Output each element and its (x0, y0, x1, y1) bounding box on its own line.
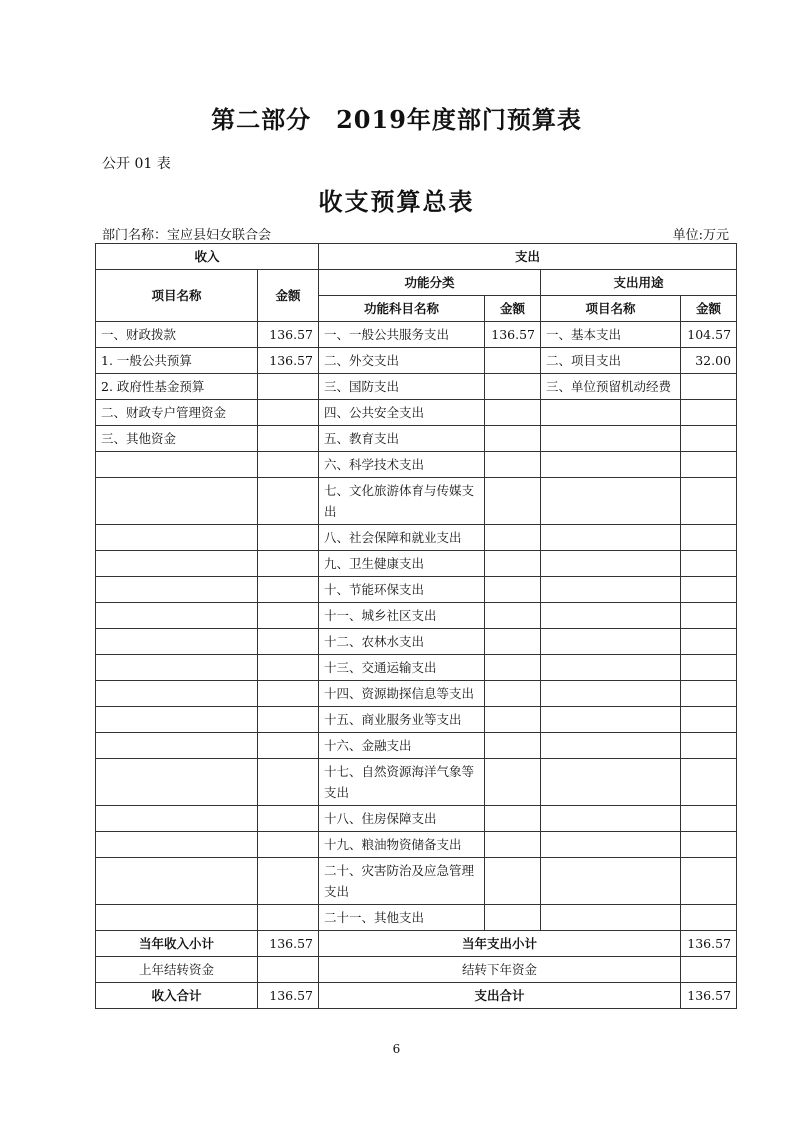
table-row (96, 806, 737, 832)
table-row (96, 322, 737, 348)
page-title: 第二部分 2019年度部门预算表 (211, 105, 582, 134)
income-item-name (96, 759, 258, 806)
table-row (96, 629, 737, 655)
income-amount (258, 733, 319, 759)
function-subject-name: 十六、金融支出 (319, 733, 485, 759)
income-amount (258, 806, 319, 832)
table-row (96, 832, 737, 858)
income-amount (258, 681, 319, 707)
table-row (96, 905, 737, 931)
function-subject-name: 二、外交支出 (319, 348, 485, 374)
function-amount (485, 733, 541, 759)
function-amount (485, 806, 541, 832)
income-total-label: 收入合计 (96, 983, 258, 1009)
function-class-header: 功能分类 (319, 270, 541, 296)
expense-total-label: 支出合计 (319, 983, 681, 1009)
income-amount (258, 400, 319, 426)
subtotal-row (96, 931, 737, 957)
use-amount (681, 478, 737, 525)
function-subject-name: 十八、住房保障支出 (319, 806, 485, 832)
income-amount (258, 426, 319, 452)
use-amount (681, 400, 737, 426)
income-amount (258, 759, 319, 806)
use-item-name (541, 681, 681, 707)
use-item-name (541, 577, 681, 603)
function-subject-name: 四、公共安全支出 (319, 400, 485, 426)
use-item-name (541, 603, 681, 629)
income-item-name (96, 478, 258, 525)
carryover-row (96, 957, 737, 983)
income-amount (258, 374, 319, 400)
total-row (96, 983, 737, 1009)
header-row-2 (96, 270, 737, 296)
table-row (96, 478, 737, 525)
function-subject-name: 二十一、其他支出 (319, 905, 485, 931)
table-row (96, 577, 737, 603)
function-amount (485, 577, 541, 603)
function-amount (485, 759, 541, 806)
use-item-name (541, 426, 681, 452)
function-amount (485, 603, 541, 629)
table-row (96, 603, 737, 629)
income-item-name (96, 577, 258, 603)
use-item-name (541, 551, 681, 577)
income-item-name: 三、其他资金 (96, 426, 258, 452)
carryforward-label: 结转下年资金 (319, 957, 681, 983)
income-amount (258, 832, 319, 858)
function-amount (485, 400, 541, 426)
expense-subtotal-amount: 136.57 (681, 931, 737, 957)
table-row (96, 374, 737, 400)
use-amount (681, 525, 737, 551)
income-amount (258, 478, 319, 525)
function-subject-name: 八、社会保障和就业支出 (319, 525, 485, 551)
income-item-name: 二、财政专户管理资金 (96, 400, 258, 426)
carryforward-amount (681, 957, 737, 983)
income-amount (258, 525, 319, 551)
use-amount (681, 733, 737, 759)
income-item-name: 2. 政府性基金预算 (96, 374, 258, 400)
use-item-name (541, 806, 681, 832)
table-row (96, 551, 737, 577)
function-subject-name: 一、一般公共服务支出 (319, 322, 485, 348)
use-item-name (541, 525, 681, 551)
income-amount (258, 551, 319, 577)
table-row (96, 348, 737, 374)
use-item-header: 项目名称 (541, 296, 681, 322)
income-item-name (96, 452, 258, 478)
use-amount (681, 603, 737, 629)
function-subject-name: 十五、商业服务业等支出 (319, 707, 485, 733)
income-item-name (96, 681, 258, 707)
function-subject-name: 二十、灾害防治及应急管理支出 (319, 858, 485, 905)
function-subject-name: 六、科学技术支出 (319, 452, 485, 478)
income-amount (258, 452, 319, 478)
use-amount (681, 707, 737, 733)
header-row-1 (96, 244, 737, 270)
income-amount (258, 577, 319, 603)
table-row (96, 452, 737, 478)
use-item-name (541, 400, 681, 426)
carryover-label: 上年结转资金 (96, 957, 258, 983)
income-total-amount: 136.57 (258, 983, 319, 1009)
use-item-name (541, 905, 681, 931)
use-amount (681, 452, 737, 478)
function-subject-name: 十一、城乡社区支出 (319, 603, 485, 629)
income-item-name (96, 806, 258, 832)
income-item-name: 一、财政拨款 (96, 322, 258, 348)
function-subject-name: 五、教育支出 (319, 426, 485, 452)
use-amount (681, 905, 737, 931)
use-item-name (541, 452, 681, 478)
function-subject-name: 十四、资源勘探信息等支出 (319, 681, 485, 707)
function-subject-name: 十、节能环保支出 (319, 577, 485, 603)
use-amount (681, 655, 737, 681)
income-amount (258, 707, 319, 733)
table-title: 收支预算总表 (318, 187, 475, 216)
use-item-name: 二、项目支出 (541, 348, 681, 374)
table-row (96, 707, 737, 733)
use-item-name: 三、单位预留机动经费 (541, 374, 681, 400)
table-row (96, 733, 737, 759)
income-amount (258, 603, 319, 629)
income-item-name (96, 905, 258, 931)
income-amount (258, 655, 319, 681)
function-amount (485, 551, 541, 577)
income-amount: 136.57 (258, 322, 319, 348)
function-amount (485, 858, 541, 905)
use-item-name (541, 629, 681, 655)
income-item-name (96, 603, 258, 629)
amount-header: 金额 (258, 270, 319, 322)
use-amount (681, 858, 737, 905)
use-amount (681, 759, 737, 806)
income-item-name (96, 832, 258, 858)
function-amount (485, 655, 541, 681)
use-item-name (541, 478, 681, 525)
table-row (96, 759, 737, 806)
budget-table (95, 243, 737, 1009)
income-amount (258, 858, 319, 905)
unit-label: 单位:万元 (672, 228, 729, 243)
function-amount (485, 348, 541, 374)
function-amount (485, 707, 541, 733)
table-row (96, 681, 737, 707)
use-amount (681, 577, 737, 603)
use-item-name: 一、基本支出 (541, 322, 681, 348)
function-amount-header: 金额 (485, 296, 541, 322)
carryover-amount (258, 957, 319, 983)
use-amount (681, 374, 737, 400)
use-item-name (541, 858, 681, 905)
income-amount (258, 905, 319, 931)
use-amount (681, 806, 737, 832)
use-item-name (541, 759, 681, 806)
function-amount (485, 629, 541, 655)
function-subject-name: 三、国防支出 (319, 374, 485, 400)
function-subject-name: 七、文化旅游体育与传媒支出 (319, 478, 485, 525)
income-header: 收入 (96, 244, 319, 270)
income-item-name: 1. 一般公共预算 (96, 348, 258, 374)
income-subtotal-amount: 136.57 (258, 931, 319, 957)
income-item-name (96, 525, 258, 551)
page-number: 6 (392, 1042, 401, 1056)
function-amount (485, 452, 541, 478)
function-subject-name: 十三、交通运输支出 (319, 655, 485, 681)
expense-subtotal-label: 当年支出小计 (319, 931, 681, 957)
use-amount (681, 681, 737, 707)
use-amount-header: 金额 (681, 296, 737, 322)
function-amount (485, 525, 541, 551)
table-number: 公开 01 表 (102, 156, 171, 172)
income-subtotal-label: 当年收入小计 (96, 931, 258, 957)
income-item-name (96, 655, 258, 681)
use-amount: 32.00 (681, 348, 737, 374)
item-name-header: 项目名称 (96, 270, 258, 322)
function-subject-name: 十二、农林水支出 (319, 629, 485, 655)
function-amount (485, 905, 541, 931)
income-amount: 136.57 (258, 348, 319, 374)
function-amount: 136.57 (485, 322, 541, 348)
income-item-name (96, 858, 258, 905)
function-amount (485, 426, 541, 452)
function-amount (485, 478, 541, 525)
expense-total-amount: 136.57 (681, 983, 737, 1009)
use-amount (681, 551, 737, 577)
table-row (96, 655, 737, 681)
table-row (96, 525, 737, 551)
use-amount (681, 629, 737, 655)
function-amount (485, 832, 541, 858)
table-row (96, 400, 737, 426)
function-amount (485, 681, 541, 707)
use-item-name (541, 707, 681, 733)
use-amount: 104.57 (681, 322, 737, 348)
use-item-name (541, 832, 681, 858)
use-item-name (541, 655, 681, 681)
use-amount (681, 832, 737, 858)
function-subject-name: 十九、粮油物资储备支出 (319, 832, 485, 858)
expense-use-header: 支出用途 (541, 270, 737, 296)
table-row (96, 858, 737, 905)
function-subject-header: 功能科目名称 (319, 296, 485, 322)
income-item-name (96, 707, 258, 733)
function-amount (485, 374, 541, 400)
table-row (96, 426, 737, 452)
function-subject-name: 十七、自然资源海洋气象等支出 (319, 759, 485, 806)
income-amount (258, 629, 319, 655)
income-item-name (96, 629, 258, 655)
income-item-name (96, 733, 258, 759)
income-item-name (96, 551, 258, 577)
function-subject-name: 九、卫生健康支出 (319, 551, 485, 577)
expense-header: 支出 (319, 244, 737, 270)
use-amount (681, 426, 737, 452)
department-name: 部门名称：宝应县妇女联合会 (102, 228, 272, 243)
use-item-name (541, 733, 681, 759)
